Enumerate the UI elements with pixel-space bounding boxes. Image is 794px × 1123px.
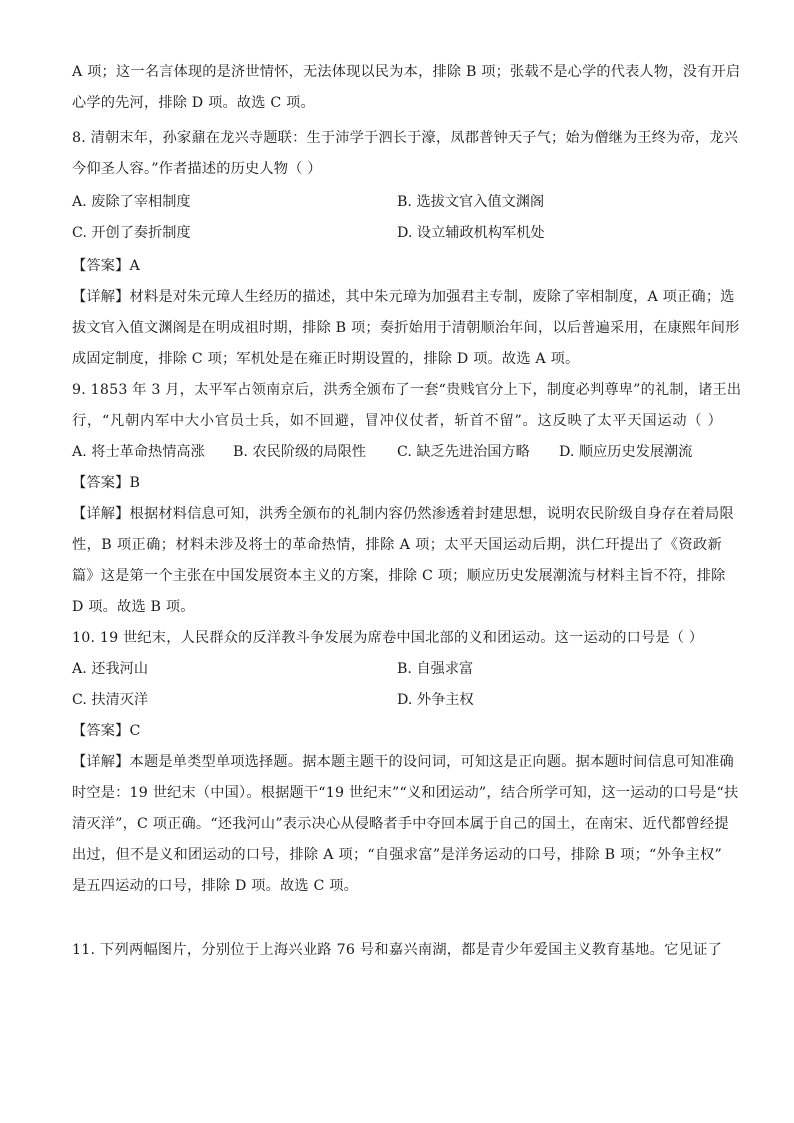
- q10-explanation-line: 出过，但不是义和团运动的口号，排除 A 项；“自强求富”是洋务运动的口号，排除 B 项；“外争主权”: [72, 847, 722, 863]
- q9-stem-line: 行，“凡朝内军中大小官员士兵，如不回避，冒冲仪仗者，斩首不留”。这反映了太平天国运动（ ）: [72, 413, 722, 429]
- q9-option-a: A. 将士革命热情高涨: [72, 444, 205, 460]
- q8-explanation-line: 成固定制度，排除 C 项；军机处是在雍正时期设置的，排除 D 项。故选 A 项。: [72, 351, 580, 367]
- q9-explanation-line: D 项。故选 B 项。: [72, 599, 195, 615]
- q8-answer: 【答案】A: [72, 258, 140, 274]
- q8-stem-line: 今仰圣人容。”作者描述的历史人物（ ）: [72, 161, 322, 177]
- q10-explanation-line: 清灭洋”，C 项正确。“还我河山”表示决心从侵略者手中夺回本属于自己的国土，在南宋、近代都曾经提: [72, 816, 729, 832]
- q7-explanation-line: 心学的先河，排除 D 项。故选 C 项。: [72, 95, 315, 111]
- q10-answer: 【答案】C: [72, 723, 141, 739]
- q10-explanation-line: 【详解】本题是单类型单项选择题。据本题主题干的设问词，可知这是正向题。据本题时间信息可知准确: [72, 754, 734, 770]
- q10-explanation-line: 是五四运动的口号，排除 D 项。故选 C 项。: [72, 878, 359, 894]
- q7-explanation-line: A 项；这一名言体现的是济世情怀，无法体现以民为本，排除 B 项；张载不是心学的代表人物，没有开启: [72, 64, 741, 80]
- q8-option-a: A. 废除了宰相制度: [72, 194, 191, 210]
- q10-option-a: A. 还我河山: [72, 661, 149, 677]
- q8-option-c: C. 开创了奏折制度: [72, 225, 191, 241]
- q9-option-c: C. 缺乏先进治国方略: [397, 444, 530, 460]
- q9-explanation-line: 性，B 项正确；材料未涉及将士的革命热情，排除 A 项；太平天国运动后期，洪仁玕提出了《资政新: [72, 537, 722, 553]
- q8-option-d: D. 设立辅政机构军机处: [397, 225, 545, 241]
- q8-option-b: B. 选拔文官入值文渊阁: [397, 194, 545, 210]
- q8-stem-line: 8. 清朝末年，孙家鼐在龙兴寺题联：生于沛学于泗长于濠，凤郡普钟天子气；始为僧继为王终为帝，龙兴: [72, 130, 739, 146]
- q9-option-b: B. 农民阶级的局限性: [233, 444, 366, 460]
- q9-answer: 【答案】B: [72, 475, 141, 491]
- q10-option-d: D. 外争主权: [397, 692, 474, 708]
- q10-option-c: C. 扶清灭洋: [72, 692, 149, 708]
- q10-explanation-line: 时空是：19 世纪末（中国）。根据题干“19 世纪末”“义和团运动”，结合所学可知，这一运动的口号是“扶: [72, 785, 739, 801]
- q10-option-b: B. 自强求富: [397, 661, 474, 677]
- q9-stem-line: 9. 1853 年 3 月，太平军占领南京后，洪秀全颁布了一套“贵贱官分上下，制度必判尊卑”的礼制，诸王出: [72, 382, 742, 398]
- q10-stem-line: 10. 19 世纪末，人民群众的反洋教斗争发展为席卷中国北部的义和团运动。这一运动的口号是（ ）: [72, 630, 704, 646]
- q8-explanation-line: 拔文官入值文渊阁是在明成祖时期，排除 B 项；奏折始用于清朝顺治年间，以后普遍采用，在康熙年间形: [72, 320, 740, 336]
- q11-stem-line: 11. 下列两幅图片，分别位于上海兴业路 76 号和嘉兴南湖，都是青少年爱国主义教育基地。它见证了: [72, 942, 722, 958]
- q9-option-d: D. 顺应历史发展潮流: [559, 444, 693, 460]
- q8-explanation-line: 【详解】材料是对朱元璋人生经历的描述，其中朱元璋为加强君主专制，废除了宰相制度，A 项正确；选: [72, 289, 735, 305]
- q9-explanation-line: 【详解】根据材料信息可知，洪秀全颁布的礼制内容仍然渗透着封建思想，说明农民阶级自身存在着局限: [72, 506, 734, 522]
- q9-explanation-line: 篇》这是第一个主张在中国发展资本主义的方案，排除 C 项；顺应历史发展潮流与材料主旨不符，排除: [72, 568, 726, 584]
